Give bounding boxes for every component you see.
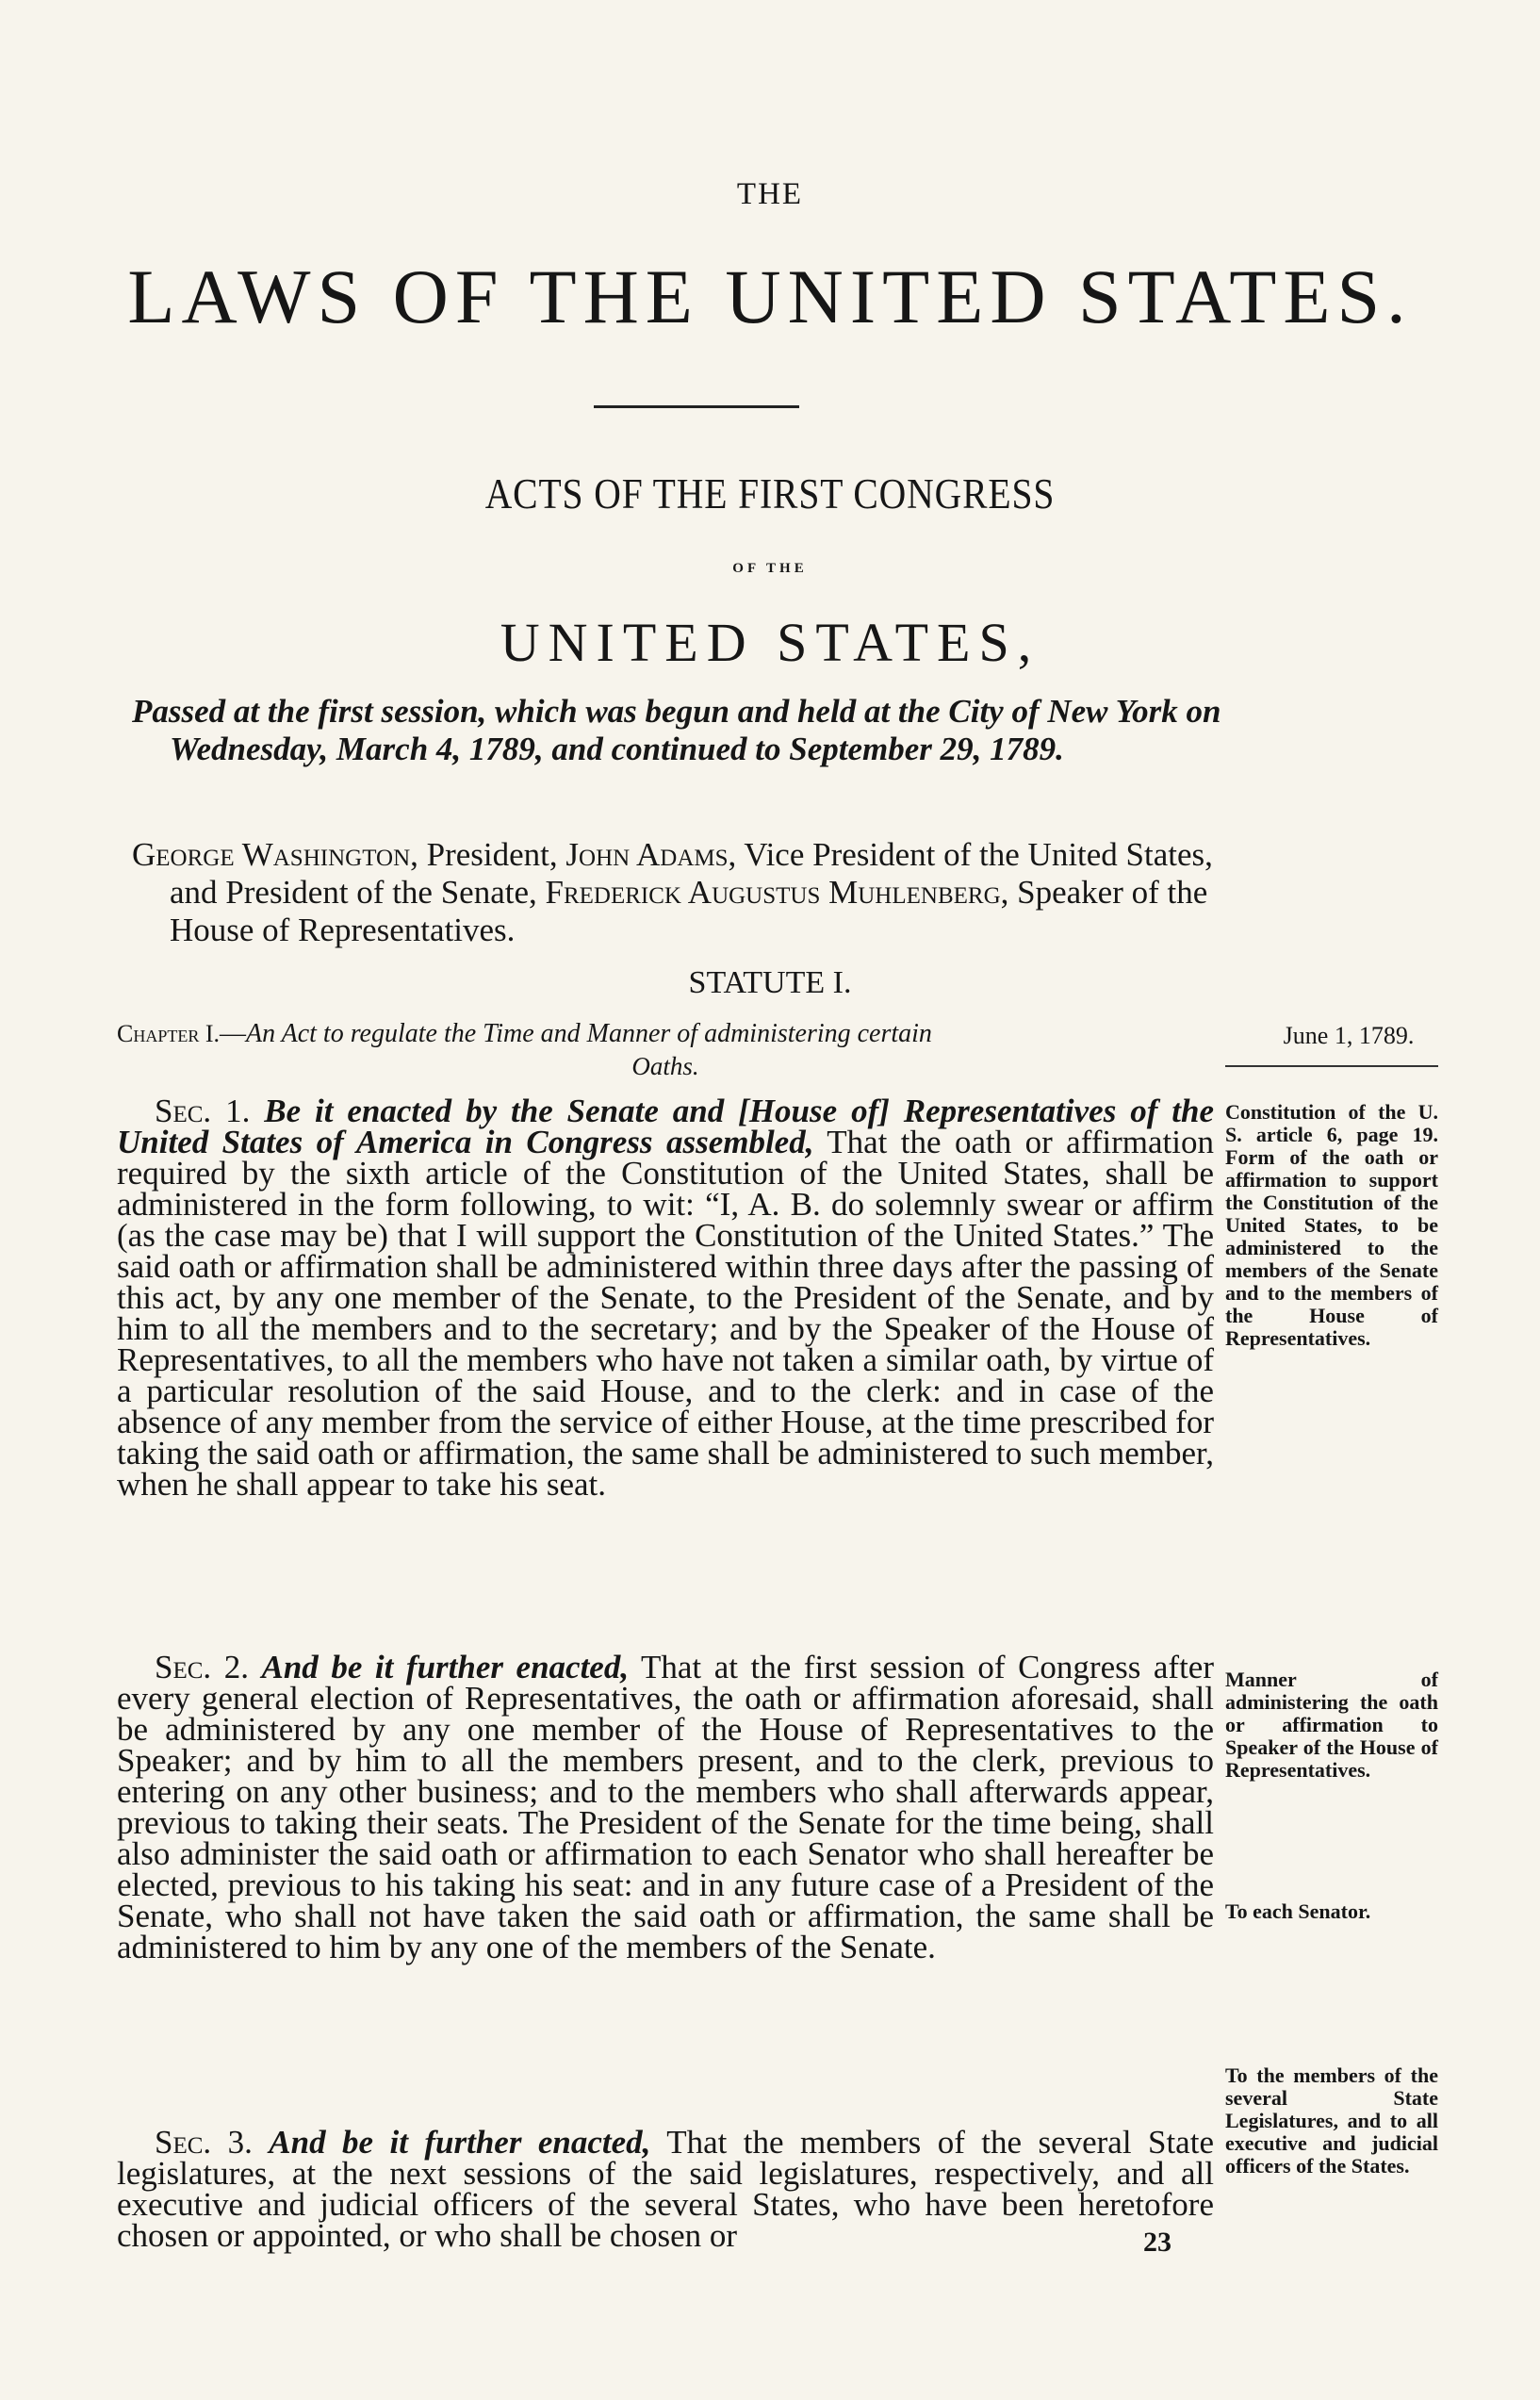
section-text: That the members of the several State legislatures, at the next sessions of the said legislatures, respectively, and all executive and judicial officers of the several States, who have been heretofore chosen or appointed, or who shall be chosen or — [117, 2124, 1214, 2254]
chapter-title-continued: Oaths. — [631, 1052, 699, 1080]
margin-divider — [1225, 1065, 1438, 1067]
section-label: Sec. 3. — [155, 2124, 253, 2161]
page-number: 23 — [1143, 2227, 1171, 2258]
speaker-name: Frederick Augustus Muhlenberg — [545, 874, 1001, 911]
section-1 — [117, 1093, 1215, 1503]
officers-paragraph — [132, 836, 1252, 949]
chapter-heading — [117, 1018, 1214, 1082]
statute-heading: STATUTE I. — [688, 965, 852, 1000]
chapter-dash: — — [220, 1019, 247, 1048]
vice-president-role: , Vice President of the United States, and President of the Senate, — [170, 836, 1213, 911]
title-divider — [594, 405, 799, 408]
section-text: That the oath or affirmation required by the sixth article of the Constitution of the United States, shall be administered in the form following, to wit: “I, A. B. do solemnly swear or affirm (as the case may be) that I will support the Constitution of the United States.” The said oath or affirmation shall be administered within three days after the passing of this act, by any one member of the Senate, to the President of the Senate, and by him to all the members and to the secretary; and by the Speaker of the House of Representatives, to all the members who have not taken a similar oath, by virtue of a particular resolution of the said House, and to the clerk: and in case of the absence of any member from the service of either House, at the time prescribed for taking the said oath or affirmation, the same shall be administered to such member, when he shall appear to take his seat. — [117, 1124, 1214, 1503]
margin-note: To the members of the several State Legislatures, and to all executive and judicial officers of the States. — [1225, 2063, 1438, 2178]
enacting-clause: Be it enacted by the Senate and [House of] Representatives of the United States of America in Congress assembled, — [117, 1093, 1215, 1160]
section-2 — [117, 1649, 1214, 1965]
subtitle: ACTS OF THE FIRST CONGRESS — [484, 470, 1056, 518]
section-label: Sec. 2. — [155, 1649, 249, 1685]
president-role: , President, — [410, 836, 566, 873]
section-text: That at the first session of Congress after every general election of Representatives, the oath or affirmation aforesaid, shall be administered by any one member of the House of Representatives to the Speaker; and by him to all the members present, and to the clerk, previous to entering on any other business; and to the members who shall afterwards appear, previous to taking their seats. The President of the Senate for the time being, shall also administer the said oath or affirmation to each Senator who shall hereafter be elected, previous to his taking his seat: and in any future case of a President of the Senate, who shall not have taken the said oath or affirmation, the same shall be administered to him by any one of the members of the Senate. — [117, 1649, 1214, 1965]
enacting-clause: And be it further enacted, — [269, 2124, 651, 2161]
page-title: LAWS OF THE UNITED STATES. — [127, 254, 1413, 339]
section-3 — [117, 2124, 1214, 2254]
enacting-clause: And be it further enacted, — [261, 1649, 630, 1685]
chapter-title: An Act to regulate the Time and Manner of administering certain — [246, 1019, 932, 1048]
president-name: George Washington — [132, 836, 411, 873]
section-label: Sec. 1. — [155, 1093, 251, 1129]
country-heading: UNITED STATES, — [500, 612, 1040, 673]
session-note: Passed at the first session, which was begun and held at the City of New York on Wednesday, March 4, 1789, and continued to September 29, 1789. — [132, 693, 1221, 767]
chapter-date: June 1, 1789. — [1283, 1022, 1415, 1049]
of-the-label: OF THE — [732, 561, 808, 576]
chapter-label: Chapter I. — [117, 1020, 221, 1047]
margin-note: To each Senator. — [1225, 1899, 1371, 1923]
speaker-role: , Speaker of the House of Representatives. — [170, 874, 1208, 948]
vice-president-name: John Adams — [565, 836, 729, 873]
pre-title: THE — [736, 177, 804, 211]
margin-note: Constitution of the U. S. article 6, page 19. Form of the oath or affirmation to support the Constitution of the United States, to be administered to the members of the Senate and to the members of the House of Representatives. — [1225, 1100, 1438, 1350]
margin-note: Manner of administering the oath or affirmation to Speaker of the House of Representatives. — [1225, 1668, 1438, 1782]
